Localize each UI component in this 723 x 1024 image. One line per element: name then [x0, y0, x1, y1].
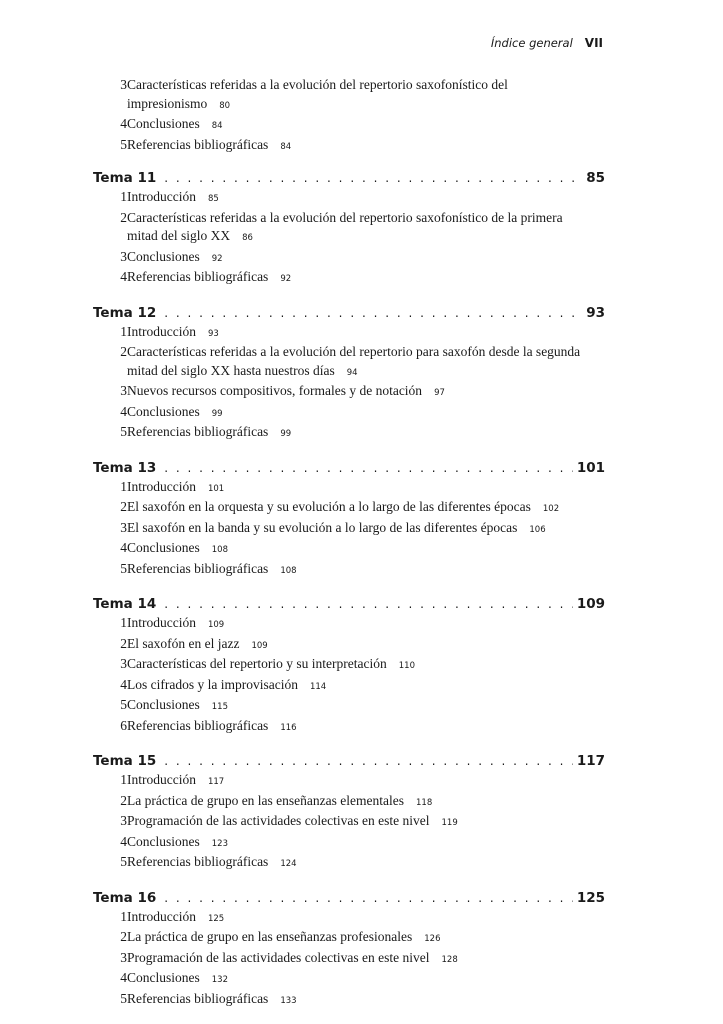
toc-entry[interactable] [93, 969, 605, 990]
toc-entry[interactable] [93, 614, 605, 635]
entry-page-number: 118 [416, 797, 433, 808]
toc-entry[interactable] [93, 928, 605, 949]
entry-number-label: 1 [120, 189, 127, 204]
toc-section [93, 594, 605, 737]
tema-page-number: 85 [586, 170, 605, 186]
entry-title-line: Referencias bibliográficas [127, 990, 269, 1006]
entry-number [93, 949, 127, 968]
tema-title: Tema 12 [93, 304, 157, 321]
entry-body [127, 717, 605, 738]
entry-body [127, 268, 605, 289]
entry-number [93, 498, 127, 517]
toc-entry[interactable] [93, 833, 605, 854]
entry-page-number: 109 [207, 620, 225, 630]
entry-body [127, 635, 605, 656]
entry-number-label: 3 [120, 813, 127, 828]
running-head-page-number: VII [584, 36, 603, 50]
entry-title-line: La práctica de grupo en las enseñanzas elementales [127, 792, 404, 808]
entry-page-number: 92 [211, 253, 223, 264]
entry-number [93, 908, 127, 927]
entry-title-line: mitad del siglo XX hasta nuestros días [127, 362, 335, 378]
entry-page-number: 99 [280, 429, 292, 439]
entry-page-number: 84 [211, 121, 223, 131]
entry-title-line: Referencias bibliográficas [127, 854, 269, 869]
running-head-title: Índice general [490, 36, 573, 50]
entry-body [127, 136, 605, 157]
entry-page-number: 133 [280, 995, 297, 1006]
toc-entry[interactable] [93, 696, 605, 717]
toc-entry[interactable] [93, 539, 605, 560]
toc-entry[interactable] [93, 519, 605, 540]
running-head [491, 36, 603, 50]
entry-number-label: 5 [120, 990, 127, 1006]
entry-body [127, 323, 605, 344]
toc-entry[interactable] [93, 478, 605, 499]
entry-number [93, 519, 127, 538]
entry-body [127, 908, 605, 929]
entry-number-label: 4 [120, 116, 127, 131]
tema-heading[interactable] [93, 168, 605, 188]
toc-entry[interactable] [93, 323, 605, 344]
toc-entry[interactable] [93, 423, 605, 444]
entry-page-number: 126 [424, 934, 441, 944]
entry-number-label: 1 [120, 478, 127, 494]
toc-entry[interactable] [93, 990, 605, 1011]
toc-entry[interactable] [93, 676, 605, 697]
tema-title: Tema 14 [93, 596, 157, 612]
entry-number [93, 990, 127, 1009]
entry-number-label: 1 [120, 323, 127, 339]
entry-title-line: Los cifrados y la improvisación [127, 676, 298, 692]
entry-title-line: Conclusiones [127, 697, 200, 712]
entry-page-number: 85 [207, 194, 219, 204]
entry-number-label: 4 [120, 269, 127, 284]
entry-number [93, 268, 127, 287]
entry-title-line: Referencias bibliográficas [127, 717, 269, 733]
entry-number [93, 136, 127, 155]
entry-title-line: La práctica de grupo en las enseñanzas profesionales [127, 929, 413, 944]
entry-number-label: 1 [120, 615, 127, 630]
entry-title-line: Introducción [127, 908, 196, 924]
entry-number [93, 812, 127, 831]
dot-leader [164, 303, 582, 323]
entry-number [93, 717, 127, 736]
entry-title-line: Conclusiones [127, 970, 200, 985]
entry-page-number: 92 [280, 274, 292, 284]
entry-number [93, 76, 127, 95]
entry-number [93, 382, 127, 401]
entry-title-line: Referencias bibliográficas [127, 560, 269, 576]
entry-number-label: 2 [120, 635, 127, 651]
entry-number-label: 5 [120, 424, 127, 439]
entry-body [127, 676, 605, 697]
entry-page-number: 114 [309, 681, 327, 692]
toc-entry[interactable] [93, 76, 605, 115]
entry-body [127, 188, 605, 209]
entry-number [93, 969, 127, 988]
entry-body [127, 403, 605, 424]
tema-title: Tema 11 [93, 170, 157, 186]
entry-body [127, 478, 605, 499]
entry-title-line: Características referidas a la evolución del repertorio para saxofón desde la segunda [127, 344, 581, 359]
tema-page-number: 117 [576, 753, 605, 769]
toc-entry[interactable] [93, 635, 605, 656]
entry-page-number: 132 [211, 975, 228, 985]
entry-number-label: 5 [120, 854, 127, 869]
entry-body [127, 833, 605, 854]
entry-body [127, 949, 605, 970]
entry-page-number: 128 [441, 954, 458, 965]
entry-number-label: 4 [120, 676, 127, 692]
entry-title-line: El saxofón en el jazz [127, 635, 240, 651]
entry-number-label: 4 [120, 833, 127, 849]
entry-number-label: 3 [120, 248, 127, 264]
entry-page-number: 94 [346, 367, 358, 378]
entry-page-number: 101 [207, 483, 225, 494]
entry-number [93, 928, 127, 947]
entry-title-line: Nuevos recursos compositivos, formales y de notación [127, 383, 423, 398]
entry-number [93, 833, 127, 852]
entry-body [127, 539, 605, 560]
tema-page-number: 101 [576, 459, 605, 476]
toc-entry[interactable] [93, 136, 605, 157]
tema-title: Tema 13 [93, 459, 157, 476]
toc-entry[interactable] [93, 343, 605, 382]
entry-number-label: 3 [120, 77, 127, 92]
entry-body [127, 696, 605, 717]
entry-page-number: 99 [211, 408, 223, 419]
entry-page-number: 93 [207, 328, 219, 339]
toc-entry[interactable] [93, 403, 605, 424]
entry-number-label: 3 [120, 383, 127, 398]
entry-title-line: Introducción [127, 189, 196, 204]
entry-body [127, 812, 605, 833]
entry-page-number: 116 [280, 722, 297, 733]
entry-page-number: 117 [207, 777, 225, 787]
toc-section [93, 458, 605, 581]
toc-entry[interactable] [93, 771, 605, 792]
tema-heading[interactable] [93, 594, 605, 614]
entry-title-line: Introducción [127, 615, 196, 630]
entry-body [127, 248, 605, 269]
toc-section [93, 751, 605, 874]
entry-number-label: 4 [120, 970, 127, 985]
entry-number [93, 696, 127, 715]
entry-number [93, 655, 127, 674]
entry-body [127, 771, 605, 792]
entry-body [127, 969, 605, 990]
table-of-contents [93, 76, 605, 1024]
entry-body [127, 560, 605, 581]
entry-title-line: Características del repertorio y su interpretación [127, 656, 387, 671]
entry-number-label: 2 [120, 344, 127, 359]
toc-entry[interactable] [93, 908, 605, 929]
toc-section [93, 303, 605, 444]
entry-number [93, 423, 127, 442]
entry-title-line: El saxofón en la banda y su evolución a lo largo de las diferentes épocas [127, 519, 518, 535]
entry-body [127, 423, 605, 444]
tema-page-number: 93 [586, 304, 605, 321]
entry-body [127, 76, 605, 115]
entry-page-number: 108 [280, 565, 297, 576]
entry-title-line: Referencias bibliográficas [127, 424, 269, 439]
entry-page-number: 119 [441, 818, 458, 828]
entry-number-label: 2 [120, 499, 127, 514]
entry-body [127, 209, 605, 248]
tema-heading[interactable] [93, 458, 605, 478]
dot-leader [164, 751, 573, 771]
toc-entry[interactable] [93, 717, 605, 738]
entry-body [127, 792, 605, 813]
tema-page-number: 125 [576, 889, 605, 906]
entry-title-line: Conclusiones [127, 248, 200, 264]
entry-title-line: Introducción [127, 772, 196, 787]
entry-title-line: Programación de las actividades colectivas en este nivel [127, 949, 430, 965]
tema-title: Tema 15 [93, 753, 157, 769]
toc-entry[interactable] [93, 949, 605, 970]
toc-entry[interactable] [93, 655, 605, 676]
toc-entry[interactable] [93, 188, 605, 209]
entry-title-line: El saxofón en la orquesta y su evolución a lo largo de las diferentes épocas [127, 499, 531, 514]
toc-section-continued [93, 76, 605, 156]
entry-title-line: Introducción [127, 478, 196, 494]
entry-page-number: 86 [242, 233, 253, 243]
entry-number [93, 478, 127, 497]
entry-title-line: Características referidas a la evolución del repertorio saxofonístico del [127, 77, 508, 92]
dot-leader [164, 594, 573, 614]
entry-page-number: 115 [211, 702, 228, 712]
toc-entry[interactable] [93, 115, 605, 136]
entry-number-label: 2 [120, 929, 127, 944]
entry-number-label: 5 [120, 697, 127, 712]
entry-title-line: mitad del siglo XX [127, 228, 231, 243]
toc-entry[interactable] [93, 248, 605, 269]
entry-page-number: 125 [207, 913, 225, 924]
entry-page-number: 102 [542, 504, 560, 514]
entry-number [93, 115, 127, 134]
entry-body [127, 655, 605, 676]
entry-title-line: Conclusiones [127, 403, 200, 419]
entry-number-label: 1 [120, 772, 127, 787]
entry-number [93, 614, 127, 633]
entry-title-line: Conclusiones [127, 833, 200, 849]
toc-entry[interactable] [93, 560, 605, 581]
entry-number-label: 5 [120, 560, 127, 576]
entry-number [93, 792, 127, 811]
toc-entry[interactable] [93, 853, 605, 874]
entry-body [127, 519, 605, 540]
entry-number [93, 539, 127, 558]
dot-leader [164, 458, 573, 478]
entry-title-line: Conclusiones [127, 116, 200, 131]
entry-number-label: 6 [120, 717, 127, 733]
entry-number [93, 323, 127, 342]
entry-number-label: 2 [120, 792, 127, 808]
dot-leader [164, 168, 582, 188]
entry-page-number: 123 [211, 838, 228, 849]
entry-number [93, 853, 127, 872]
entry-page-number: 109 [251, 640, 268, 651]
entry-number-label: 4 [120, 540, 127, 555]
entry-page-number: 108 [211, 545, 228, 555]
entry-body [127, 343, 605, 382]
entry-title-line: Conclusiones [127, 540, 200, 555]
entry-number [93, 403, 127, 422]
entry-title-line: impresionismo [127, 95, 208, 111]
entry-number [93, 635, 127, 654]
tema-title: Tema 16 [93, 889, 157, 906]
entry-number [93, 343, 127, 362]
entry-body [127, 928, 605, 949]
entry-body [127, 115, 605, 136]
toc-entry[interactable] [93, 498, 605, 519]
entry-page-number: 84 [280, 141, 292, 152]
entry-number-label: 2 [120, 209, 127, 225]
entry-title-line: Características referidas a la evolución del repertorio saxofonístico de la primera [127, 209, 563, 225]
entry-page-number: 110 [398, 661, 415, 671]
entry-title-line: Referencias bibliográficas [127, 136, 269, 152]
entry-number [93, 209, 127, 228]
dot-leader [164, 888, 573, 908]
toc-entry[interactable] [93, 812, 605, 833]
toc-entry[interactable] [93, 268, 605, 289]
toc-entry[interactable] [93, 792, 605, 813]
tema-heading[interactable] [93, 888, 605, 908]
entry-body [127, 853, 605, 874]
entry-title-line: Programación de las actividades colectivas en este nivel [127, 813, 430, 828]
tema-page-number: 109 [576, 596, 605, 612]
entry-body [127, 990, 605, 1011]
entry-number [93, 676, 127, 695]
toc-section [93, 888, 605, 1011]
entry-number [93, 248, 127, 267]
entry-page-number: 124 [280, 859, 297, 869]
toc-section [93, 168, 605, 289]
entry-title-line: Referencias bibliográficas [127, 269, 269, 284]
entry-number [93, 188, 127, 207]
entry-number-label: 3 [120, 949, 127, 965]
entry-body [127, 614, 605, 635]
entry-page-number: 80 [219, 100, 231, 111]
entry-number-label: 3 [120, 656, 127, 671]
entry-body [127, 382, 605, 403]
tema-heading[interactable] [93, 303, 605, 323]
entry-number-label: 1 [120, 908, 127, 924]
entry-page-number: 106 [529, 524, 546, 535]
tema-heading[interactable] [93, 751, 605, 771]
entry-number [93, 771, 127, 790]
toc-entry[interactable] [93, 382, 605, 403]
entry-title-line: Introducción [127, 323, 196, 339]
entry-number-label: 5 [120, 136, 127, 152]
entry-number-label: 3 [120, 519, 127, 535]
entry-body [127, 498, 605, 519]
entry-page-number: 97 [434, 388, 445, 398]
entry-number [93, 560, 127, 579]
entry-number-label: 4 [120, 403, 127, 419]
toc-entry[interactable] [93, 209, 605, 248]
